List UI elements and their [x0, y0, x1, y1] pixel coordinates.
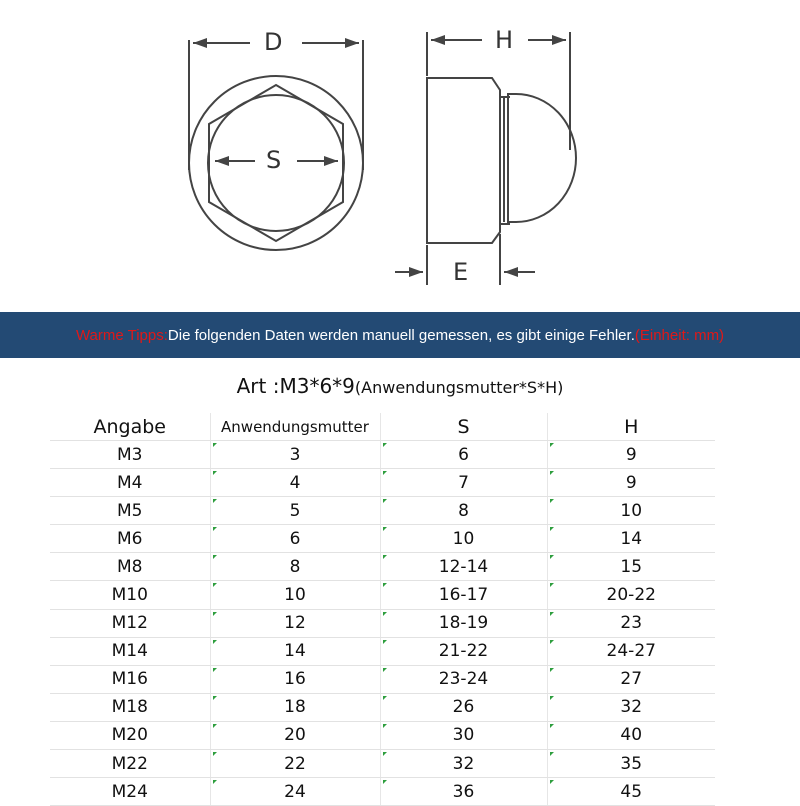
cell-marker-icon: [213, 443, 217, 447]
cell-anwendungsmutter: [210, 581, 380, 609]
technical-drawing: [0, 0, 800, 312]
cell-h: [547, 581, 715, 609]
cell-s: [380, 581, 547, 609]
cell-value: 12: [284, 613, 306, 634]
table-row: [50, 609, 715, 637]
article-prefix: Art :: [236, 374, 280, 398]
table-row: [50, 721, 715, 749]
cell-h: [547, 778, 715, 806]
table-row: [50, 665, 715, 693]
cell-marker-icon: [383, 555, 387, 559]
cell-s: [380, 553, 547, 581]
cell-marker-icon: [550, 612, 554, 616]
cell-anwendungsmutter: [210, 609, 380, 637]
cell-value: 22: [284, 753, 306, 774]
cell-h: [547, 750, 715, 778]
cell-s: [380, 441, 547, 469]
cell-value: 24: [284, 781, 306, 802]
table-row: [50, 693, 715, 721]
cell-anwendungsmutter: [210, 778, 380, 806]
cell-marker-icon: [550, 499, 554, 503]
cell-anwendungsmutter: [210, 750, 380, 778]
cell-marker-icon: [213, 612, 217, 616]
cell-anwendungsmutter: [210, 497, 380, 525]
cell-marker-icon: [550, 471, 554, 475]
cell-angabe: [50, 721, 210, 749]
cell-s: [380, 637, 547, 665]
cell-value: 15: [620, 556, 643, 577]
cell-value: 26: [452, 697, 475, 718]
cell-marker-icon: [383, 640, 387, 644]
cell-value: 16-17: [438, 585, 489, 606]
cell-value: 16: [284, 669, 306, 690]
banner-unit: (Einheit: mm): [634, 326, 725, 344]
cell-value: 14: [284, 641, 306, 662]
cell-value: 7: [458, 472, 469, 493]
cell-value: 20-22: [606, 585, 656, 606]
cell-marker-icon: [213, 640, 217, 644]
cell-marker-icon: [383, 527, 387, 531]
cell-anwendungsmutter: [210, 441, 380, 469]
cell-marker-icon: [383, 780, 387, 784]
cell-value: 24-27: [606, 641, 656, 662]
front-view: [189, 40, 363, 250]
banner-prefix: Warme Tipps:: [75, 326, 168, 344]
cell-h: [547, 441, 715, 469]
cell-value: M8: [117, 556, 143, 577]
table-row: [50, 581, 715, 609]
article-suffix: (Anwendungsmutter*S*H): [354, 378, 564, 397]
cell-value: 12-14: [438, 556, 489, 577]
cell-marker-icon: [550, 640, 554, 644]
dimension-label-e: E: [453, 258, 469, 286]
cell-h: [547, 497, 715, 525]
cell-angabe: [50, 525, 210, 553]
cell-value: M14: [111, 641, 148, 662]
cell-marker-icon: [550, 443, 554, 447]
cell-angabe: [50, 693, 210, 721]
cell-value: 23: [620, 613, 643, 634]
cell-anwendungsmutter: [210, 469, 380, 497]
dome-cap: [508, 94, 576, 222]
cell-marker-icon: [550, 583, 554, 587]
dimension-label-h: H: [495, 26, 514, 54]
header-angabe: Angabe: [50, 413, 210, 441]
cell-marker-icon: [213, 668, 217, 672]
cell-value: 4: [289, 472, 301, 493]
cell-value: 18-19: [438, 613, 489, 634]
cell-angabe: [50, 637, 210, 665]
cell-h: [547, 665, 715, 693]
article-title: [0, 372, 800, 402]
table-row: [50, 553, 715, 581]
cell-value: 18: [284, 697, 306, 718]
cell-value: 21-22: [438, 641, 489, 662]
cell-marker-icon: [383, 752, 387, 756]
cell-marker-icon: [550, 527, 554, 531]
cell-h: [547, 553, 715, 581]
dimension-label-s: S: [266, 146, 282, 174]
cell-marker-icon: [383, 443, 387, 447]
cell-angabe: [50, 469, 210, 497]
cell-marker-icon: [383, 668, 387, 672]
cell-marker-icon: [383, 471, 387, 475]
cell-h: [547, 609, 715, 637]
cell-anwendungsmutter: [210, 525, 380, 553]
side-view: [395, 32, 576, 285]
cell-marker-icon: [383, 724, 387, 728]
header-h: H: [547, 413, 715, 441]
size-table: [50, 413, 715, 806]
cell-value: 9: [625, 444, 637, 465]
cell-anwendungsmutter: [210, 553, 380, 581]
cell-s: [380, 609, 547, 637]
cell-value: 8: [458, 500, 469, 521]
cell-value: 27: [620, 669, 643, 690]
cell-marker-icon: [213, 752, 217, 756]
cell-value: 45: [620, 781, 643, 802]
cell-anwendungsmutter: [210, 721, 380, 749]
cell-s: [380, 469, 547, 497]
header-s: S: [380, 413, 547, 441]
cell-s: [380, 693, 547, 721]
cell-value: M3: [117, 444, 143, 465]
cell-angabe: [50, 553, 210, 581]
cell-angabe: [50, 665, 210, 693]
cell-value: 9: [625, 472, 637, 493]
cell-s: [380, 750, 547, 778]
cell-anwendungsmutter: [210, 665, 380, 693]
cell-value: M4: [117, 472, 143, 493]
cell-marker-icon: [550, 696, 554, 700]
table-header-row: [50, 413, 715, 441]
cell-s: [380, 778, 547, 806]
cell-anwendungsmutter: [210, 637, 380, 665]
cap-nut-diagram: [0, 0, 800, 312]
cell-value: 5: [289, 500, 301, 521]
article-code: M3*6*9: [279, 374, 355, 398]
cell-h: [547, 693, 715, 721]
cell-value: M22: [111, 753, 148, 774]
cell-value: 40: [620, 725, 643, 746]
table-row: [50, 441, 715, 469]
cell-value: 14: [620, 528, 643, 549]
cell-h: [547, 469, 715, 497]
cell-value: 35: [620, 753, 643, 774]
cell-marker-icon: [213, 527, 217, 531]
cell-marker-icon: [383, 499, 387, 503]
banner-message: Die folgenden Daten werden manuell gemessen, es gibt einige Fehler.: [167, 326, 635, 344]
cell-value: 6: [458, 444, 469, 465]
cell-value: 3: [289, 444, 301, 465]
cell-s: [380, 525, 547, 553]
table-row: [50, 778, 715, 806]
cell-value: 10: [620, 500, 643, 521]
cell-value: M16: [111, 669, 148, 690]
cell-value: M6: [117, 528, 143, 549]
cell-h: [547, 721, 715, 749]
cell-marker-icon: [383, 612, 387, 616]
cell-s: [380, 497, 547, 525]
cell-value: 10: [284, 585, 306, 606]
cell-angabe: [50, 609, 210, 637]
cell-marker-icon: [383, 583, 387, 587]
cell-marker-icon: [213, 696, 217, 700]
cell-marker-icon: [213, 499, 217, 503]
table-row: [50, 497, 715, 525]
warning-banner: [0, 312, 800, 358]
cell-marker-icon: [213, 471, 217, 475]
cell-h: [547, 525, 715, 553]
table-row: [50, 469, 715, 497]
table-row: [50, 525, 715, 553]
cell-angabe: [50, 581, 210, 609]
hex-body-side: [427, 78, 500, 243]
cell-angabe: [50, 441, 210, 469]
table-body: [50, 441, 715, 806]
cell-marker-icon: [213, 583, 217, 587]
dimension-label-d: D: [264, 28, 283, 56]
cell-angabe: [50, 750, 210, 778]
cell-value: 32: [452, 753, 475, 774]
cell-value: 20: [284, 725, 306, 746]
cell-marker-icon: [550, 724, 554, 728]
cell-value: 23-24: [438, 669, 489, 690]
cell-angabe: [50, 497, 210, 525]
cell-value: 30: [452, 725, 475, 746]
cell-value: 36: [452, 781, 475, 802]
cell-marker-icon: [550, 668, 554, 672]
cell-value: M18: [111, 697, 148, 718]
cell-value: 8: [289, 556, 301, 577]
cell-h: [547, 637, 715, 665]
cell-value: M24: [111, 781, 148, 802]
cell-angabe: [50, 778, 210, 806]
header-anwendungsmutter: Anwendungsmutter: [210, 413, 380, 441]
cell-value: M12: [111, 613, 148, 634]
cell-marker-icon: [383, 696, 387, 700]
cell-marker-icon: [213, 555, 217, 559]
cell-anwendungsmutter: [210, 693, 380, 721]
cell-value: M5: [117, 500, 143, 521]
cell-marker-icon: [550, 752, 554, 756]
cell-marker-icon: [213, 780, 217, 784]
table-row: [50, 750, 715, 778]
cell-marker-icon: [550, 555, 554, 559]
cell-value: 32: [620, 697, 643, 718]
cell-s: [380, 665, 547, 693]
cell-value: 6: [289, 528, 301, 549]
cell-s: [380, 721, 547, 749]
cell-marker-icon: [213, 724, 217, 728]
cell-value: 10: [452, 528, 475, 549]
cell-marker-icon: [550, 780, 554, 784]
cell-value: M10: [111, 585, 148, 606]
cell-value: M20: [111, 725, 148, 746]
table-row: [50, 637, 715, 665]
